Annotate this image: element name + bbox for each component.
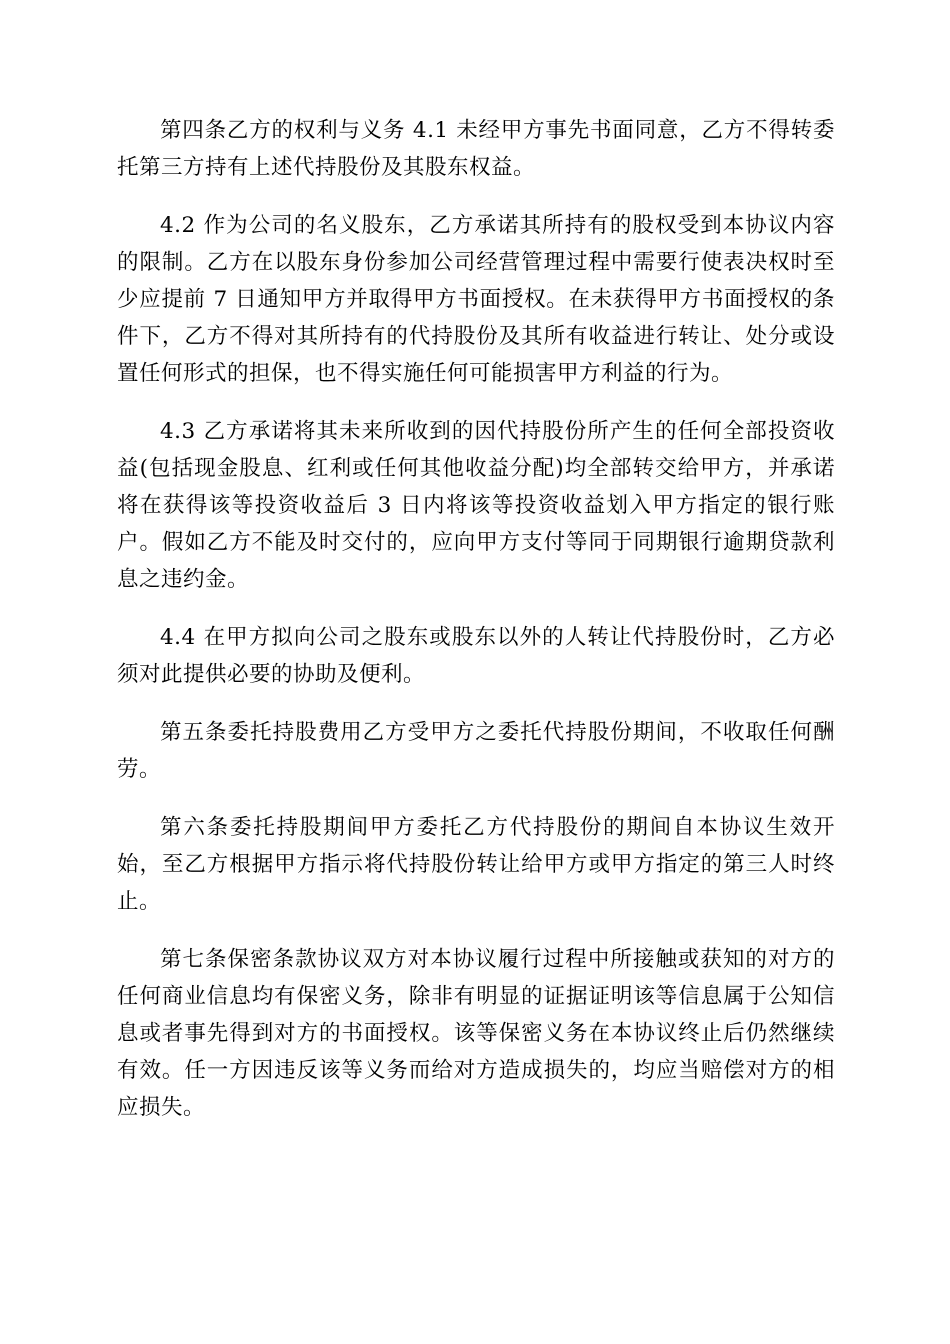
paragraph-article-4-4: 4.4 在甲方拟向公司之股东或股东以外的人转让代持股份时，乙方必须对此提供必要的协助及便利。 bbox=[117, 625, 835, 687]
paragraph-article-6: 第六条委托持股期间甲方委托乙方代持股份的期间自本协议生效开始，至乙方根据甲方指示将代持股份转让给甲方或甲方指定的第三人时终止。 bbox=[117, 815, 835, 914]
paragraph-article-4-2: 4.2 作为公司的名义股东，乙方承诺其所持有的股权受到本协议内容的限制。乙方在以股东身份参加公司经营管理过程中需要行使表决权时至少应提前 7 日通知甲方并取得甲方书面授权。在未获得甲方书面授权的条件下，乙方不得对其所持有的代持股份及其所有收益进行转让、处分或设置任何形式的担保，也不得实施任何可能损害甲方利益的行为。 bbox=[117, 213, 835, 386]
document-body bbox=[117, 112, 835, 1147]
paragraph-article-5: 第五条委托持股费用乙方受甲方之委托代持股份期间，不收取任何酬劳。 bbox=[117, 720, 835, 782]
paragraph-article-4-1: 第四条乙方的权利与义务 4.1 未经甲方事先书面同意，乙方不得转委托第三方持有上述代持股份及其股东权益。 bbox=[117, 118, 835, 180]
paragraph-article-7: 第七条保密条款协议双方对本协议履行过程中所接触或获知的对方的任何商业信息均有保密义务，除非有明显的证据证明该等信息属于公知信息或者事先得到对方的书面授权。该等保密义务在本协议终止后仍然继续有效。任一方因违反该等义务而给对方造成损失的，均应当赔偿对方的相应损失。 bbox=[117, 947, 835, 1120]
paragraph-article-4-3: 4.3 乙方承诺将其未来所收到的因代持股份所产生的任何全部投资收益(包括现金股息、红利或任何其他收益分配)均全部转交给甲方，并承诺将在获得该等投资收益后 3 日内将该等投资收益划入甲方指定的银行账户。假如乙方不能及时交付的，应向甲方支付等同于同期银行逾期贷款利息之违约金。 bbox=[117, 419, 835, 592]
